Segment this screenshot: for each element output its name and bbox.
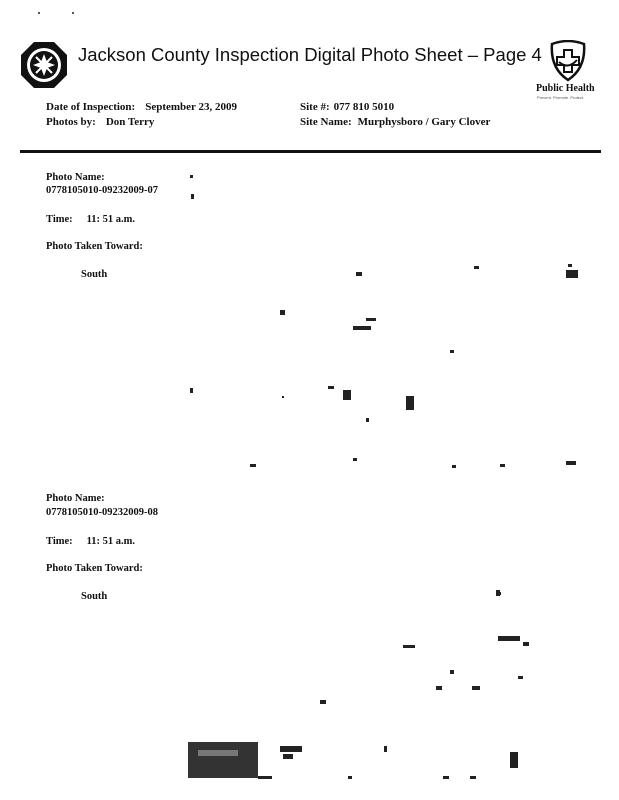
photo-1-toward-value: South [81,269,108,280]
public-health-logo-text: Public Health [536,83,595,94]
scan-artifact [72,12,74,14]
public-health-tagline: Prevent. Promote. Protect. [537,95,585,100]
photo-1-name-value: 0778105010-09232009-07 [46,185,158,196]
photos-by-value: Don Terry [105,116,155,128]
photo-2-time-row [46,536,135,547]
page-title: Jackson County Inspection Digital Photo Sheet – Page 4 [78,44,542,65]
date-label: Date of Inspection: [46,101,136,113]
photo-1-time-row [46,214,135,225]
inspection-date-row [46,101,237,113]
photo-2-toward-label: Photo Taken Toward: [46,563,143,574]
county-emblem-icon [19,40,69,90]
photo-2-toward-value: South [81,591,108,602]
site-number-row [300,101,394,113]
photo-1-time-label: Time: [46,214,73,225]
photo-1-toward-label: Photo Taken Toward: [46,241,143,252]
photo-2-name-value: 0778105010-09232009-08 [46,507,158,518]
photos-by-row [46,116,154,128]
scan-artifact [38,12,40,14]
public-health-shield-icon [548,40,588,82]
site-name-row [300,116,490,128]
header-divider [20,150,601,153]
date-value: September 23, 2009 [145,101,237,113]
photos-by-label: Photos by: [46,116,96,128]
photo-2-image [188,490,598,790]
photo-1-name-label: Photo Name: [46,172,105,183]
photo-1-image [188,168,598,473]
site-name-value: Murphysboro / Gary Clover [357,116,491,128]
site-name-label: Site Name: [300,116,352,128]
photo-1-time-value: 11: 51 a.m. [86,214,136,225]
photo-2-name-label: Photo Name: [46,493,105,504]
photo-2-time-label: Time: [46,536,73,547]
photo-2-time-value: 11: 51 a.m. [86,536,136,547]
site-number-label: Site #: [300,101,330,113]
site-number-value: 077 810 5010 [333,101,395,113]
